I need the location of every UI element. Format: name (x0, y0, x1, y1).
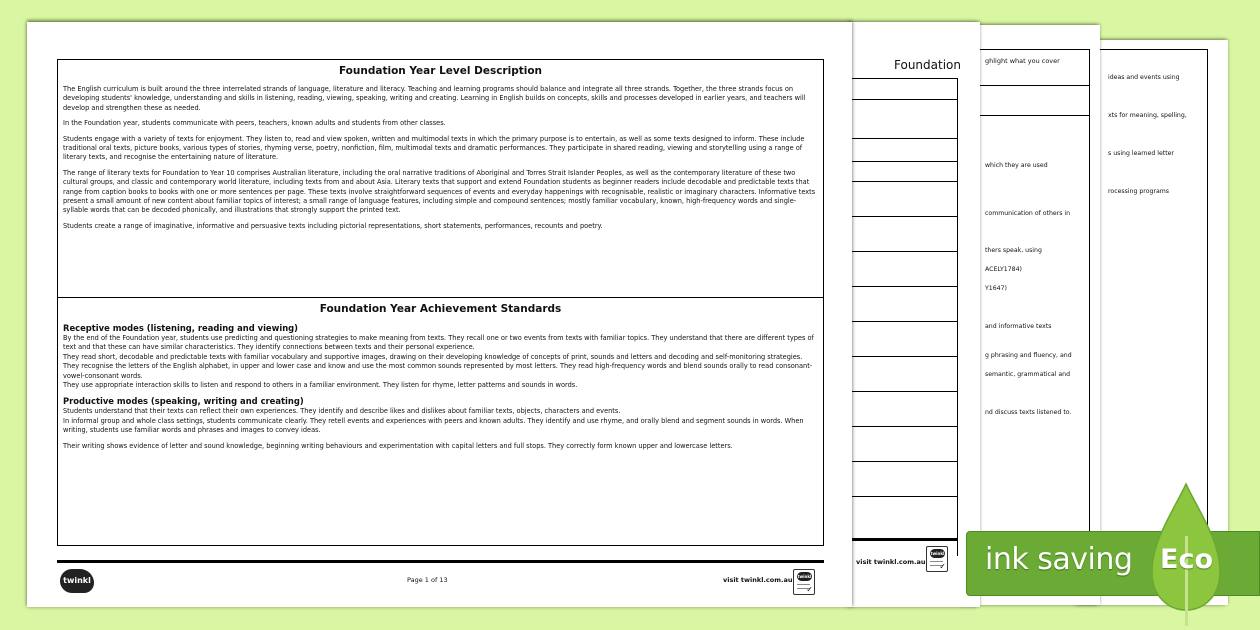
page3-table (965, 49, 1090, 536)
page2-table (850, 78, 958, 556)
page3-subheader (965, 86, 1089, 116)
table-row (850, 287, 957, 322)
eco-label: Eco (1160, 544, 1213, 575)
page3-line: g phrasing and fluency, and (985, 352, 1072, 359)
paragraph: In informal group and whole class settings, students communicate clearly. They retell events and experiences with peers and known adults. They identify and use rhyme, and orally blend and segment sounds in words. When writing, students use familiar words and phrases and images to convey ideas. (63, 416, 804, 435)
table-row (850, 139, 957, 162)
section-title: Foundation Year Level Description (338, 65, 543, 77)
footer-rule (57, 560, 824, 563)
visit-link[interactable]: visit twinkl.com.au (856, 558, 926, 566)
page4-line: rocessing programs (1108, 188, 1170, 195)
ink-saving-text: ink saving (985, 542, 1133, 577)
page3-line: Y1647) (985, 285, 1007, 292)
preview-page-2 (850, 22, 980, 607)
paragraph: Students engage with a variety of texts for enjoyment. They listen to, read and view spoken, written and multimodal texts in which the primary purpose is to entertain, as well as some texts designed to inform. These include traditional oral texts, picture books, various types of stories, rhyming verse, poetry, nonfiction, film, multimodal texts and dramatic performances. They participate in shared reading, viewing and storytelling using a range of literary texts, and recognise the entertaining nature of literature. (63, 134, 805, 162)
table-row (850, 322, 957, 357)
receptive-modes-heading: Receptive modes (listening, reading and viewing) (63, 323, 299, 333)
paragraph: The range of literary texts for Foundation to Year 10 comprises Australian literature, including the oral narrative traditions of Aboriginal and Torres Strait Islander Peoples, as well as the contemporary literature of these two cultural groups, and classic and contemporary world literature, including texts from and about Asia. Literary texts that support and extend Foundation students as beginner readers include decodable and predictable texts that range from caption books to books with one or more sentences per page. These texts involve straightforward sequences of events and everyday happenings with recognisable, realistic or imaginary characters. Informative texts present a small amount of new content about familiar topics of interest; a small range of language features, including simple and compound sentences; mostly familiar vocabulary, known, high-frequency words and single-syllable words that can be decoded phonically, and illustrations that strongly support the printed text. (63, 168, 816, 215)
page3-line: semantic, grammatical and (985, 371, 1071, 378)
twinkl-logo[interactable]: twinkl (60, 569, 94, 593)
quality-badge (926, 546, 948, 572)
check-icon: ✓ (806, 585, 813, 594)
table-row (850, 427, 957, 462)
page3-line: communication of others in (985, 210, 1071, 217)
table-row (850, 392, 957, 427)
page4-line: s using learned letter (1108, 150, 1174, 157)
page-number: Page 1 of 13 (407, 576, 448, 584)
badge-logo: twinkl (930, 551, 945, 556)
quality-badge (793, 569, 815, 595)
table-row (850, 217, 957, 252)
table-row (850, 79, 957, 100)
badge-logo: twinkl (797, 574, 812, 579)
page3-header: ghlight what you cover (965, 50, 1089, 86)
page3-line: ACELY1784) (985, 266, 1022, 273)
paragraph: They read short, decodable and predictable texts with familiar vocabulary and supportive images, drawing on their developing knowledge of concepts of print, sounds and letters and decoding and self-monitoring strategies. They recognise the letters of the English alphabet, in upper and lower case and know and use the most common sounds represented by most letters. They read high-frequency words and blend sounds orally to read consonant-vowel-consonant words. (63, 352, 813, 380)
page3-line: nd discuss texts listened to. (985, 409, 1072, 416)
page4-line: ideas and events using (1108, 74, 1180, 81)
achievement-standards-section (58, 298, 823, 545)
paragraph: Students understand that their texts can reflect their own experiences. They identify and describe likes and dislikes about familiar texts, objects, characters and events. (63, 407, 621, 416)
page4-line: xts for meaning, spelling, (1108, 112, 1187, 119)
table-row (850, 182, 957, 217)
curriculum-frame (57, 59, 824, 546)
table-row (850, 100, 957, 139)
section-title: Foundation Year Achievement Standards (319, 303, 562, 315)
preview-page-1 (27, 22, 852, 607)
paragraph: The English curriculum is built around the three interrelated strands of language, literature and literacy. Teaching and learning programs should balance and integrate all three strands. Together, the three strands focus on developing students' knowledge, understanding and skills in listening, reading, viewing, speaking, writing and creating. Learning in English builds on concepts, skills and processes developed in earlier years, and teachers will develop and strengthen these as needed. (63, 85, 806, 112)
paragraph: By the end of the Foundation year, students use predicting and questioning strategies to make meaning from texts. They recall one or two events from texts with familiar topics. They understand that there are different types of text and that these can have similar characteristics. They identify connections between texts and their personal experience. (63, 334, 814, 352)
table-row (850, 357, 957, 392)
paragraph: Their writing shows evidence of letter and sound knowledge, beginning writing behaviours and experimentation with capital letters and full stops. They correctly form known upper and lowercase letters. (63, 441, 733, 450)
check-icon: ✓ (939, 562, 946, 571)
paragraph: They use appropriate interaction skills to listen and respond to others in a familiar environment. They listen for rhyme, letter patterns and sounds in words. (63, 381, 578, 390)
productive-modes-heading: Productive modes (speaking, writing and creating) (63, 396, 304, 407)
level-description-section (58, 60, 823, 298)
table-row (850, 252, 957, 287)
footer-rule (850, 538, 958, 541)
paragraph: Students create a range of imaginative, informative and persuasive texts including pictorial representations, short statements, performances, recounts and poetry. (63, 221, 603, 230)
page3-line: thers speak, using (985, 247, 1042, 254)
table-row (850, 162, 957, 182)
table-row (850, 462, 957, 497)
page3-line: and informative texts (985, 323, 1052, 330)
preview-page-3 (965, 25, 1100, 605)
page3-line: which they are used (985, 162, 1048, 169)
paragraph: In the Foundation year, students communicate with peers, teachers, known adults and students from other classes. (63, 119, 446, 128)
visit-link[interactable]: visit twinkl.com.au (723, 576, 793, 584)
page2-title: Foundation (894, 58, 961, 72)
